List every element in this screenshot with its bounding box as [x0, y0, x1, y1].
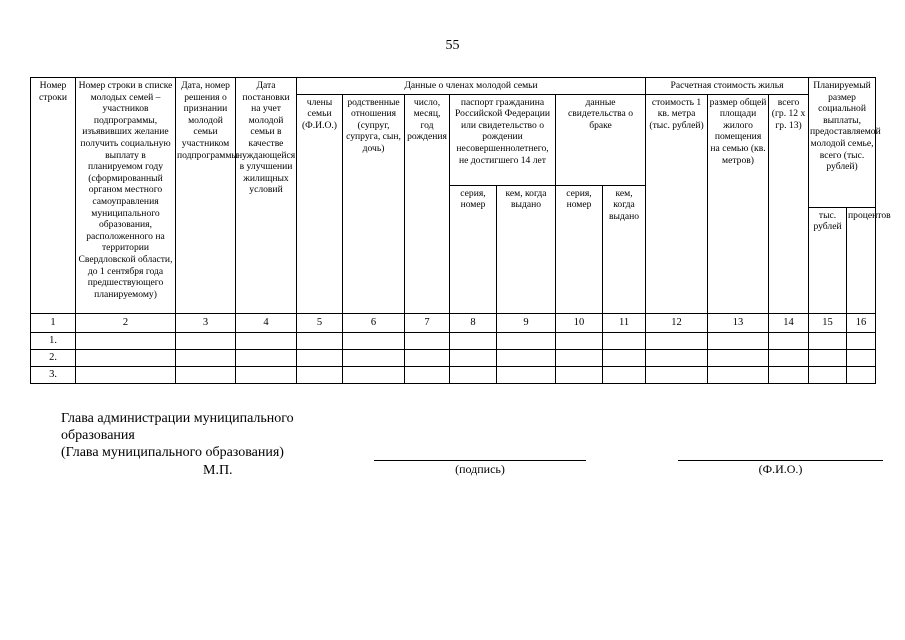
column-number: 16 — [847, 313, 876, 332]
column-number: 13 — [708, 313, 769, 332]
header-marriage-series: серия, номер — [556, 185, 603, 313]
header-family-members-group: Данные о членах молодой семьи — [297, 78, 646, 95]
column-number: 1 — [31, 313, 76, 332]
header-passport: паспорт гражданина Российской Федерации или свидетельство о рождении несовершеннолетнего, не достигшего 14 лет — [450, 94, 556, 185]
name-caption: (Ф.И.О.) — [758, 462, 803, 476]
column-number: 3 — [176, 313, 236, 332]
header-planned-payment-group: Планируемый размер социальной выплаты, предоставляемой молодой семье, всего (тыс. рублей) — [809, 78, 876, 208]
header-marriage-issued: кем, когда выдано — [603, 185, 646, 313]
signatory-title-line3: (Глава муниципального образования) — [61, 445, 284, 460]
signature-line — [374, 460, 586, 461]
family-data-table — [30, 77, 891, 384]
column-number: 6 — [343, 313, 405, 332]
header-list-number: Номер строки в списке молодых семей – участников подпрограммы, изъявивших желание получить социальную выплату в планируемом году (сформированный органом местного самоуправления муниципального образования, расположенного на территории Свердловской области, до 1 сентября года предшествующего планируемому) — [76, 78, 176, 314]
row-label: 2. — [31, 349, 76, 366]
header-total-cost: всего (гр. 12 х гр. 13) — [769, 94, 809, 313]
column-number: 11 — [603, 313, 646, 332]
page-number: 55 — [445, 38, 460, 53]
signature-caption: (подпись) — [455, 462, 505, 476]
table-row — [31, 332, 876, 349]
table-row — [31, 366, 876, 383]
column-number: 2 — [76, 313, 176, 332]
header-total-area: размер общей площади жилого помещения на семью (кв. метров) — [708, 94, 769, 313]
header-passport-series: серия, номер — [450, 185, 497, 313]
header-payment-thousand-rubles: тыс. рублей — [809, 207, 847, 313]
header-family-member-name: члены семьи (Ф.И.О.) — [297, 94, 343, 313]
header-housing-cost-group: Расчетная стоимость жилья — [646, 78, 809, 95]
column-number: 9 — [497, 313, 556, 332]
header-row-number: Номер строки — [31, 78, 76, 314]
header-payment-percent: процентов — [847, 207, 876, 313]
header-birth-date: число, месяц, год рождения — [405, 94, 450, 313]
column-number: 7 — [405, 313, 450, 332]
name-line — [678, 460, 883, 461]
header-marriage-certificate: данные свидетельства о браке — [556, 94, 646, 185]
header-decision-date: Дата, номер решения о признании молодой семьи участником подпрограммы — [176, 78, 236, 314]
column-number: 5 — [297, 313, 343, 332]
signatory-title-line2: образования — [61, 428, 135, 443]
column-number: 4 — [236, 313, 297, 332]
header-relationship: родственные отношения (супруг, супруга, сын, дочь) — [343, 94, 405, 313]
column-number: 15 — [809, 313, 847, 332]
seal-mark: М.П. — [203, 463, 233, 478]
signatory-title-line1: Глава администрации муниципального — [61, 411, 294, 426]
column-number-row — [31, 313, 876, 332]
header-passport-issued: кем, когда выдано — [497, 185, 556, 313]
header-registration-date: Дата постановки на учет молодой семьи в качестве нуждающейся в улучшении жилищных условий — [236, 78, 297, 314]
column-number: 14 — [769, 313, 809, 332]
column-number: 12 — [646, 313, 708, 332]
table-row — [31, 349, 876, 366]
row-label: 3. — [31, 366, 76, 383]
header-cost-per-meter: стоимость 1 кв. метра (тыс. рублей) — [646, 94, 708, 313]
column-number: 10 — [556, 313, 603, 332]
column-number: 8 — [450, 313, 497, 332]
row-label: 1. — [31, 332, 76, 349]
